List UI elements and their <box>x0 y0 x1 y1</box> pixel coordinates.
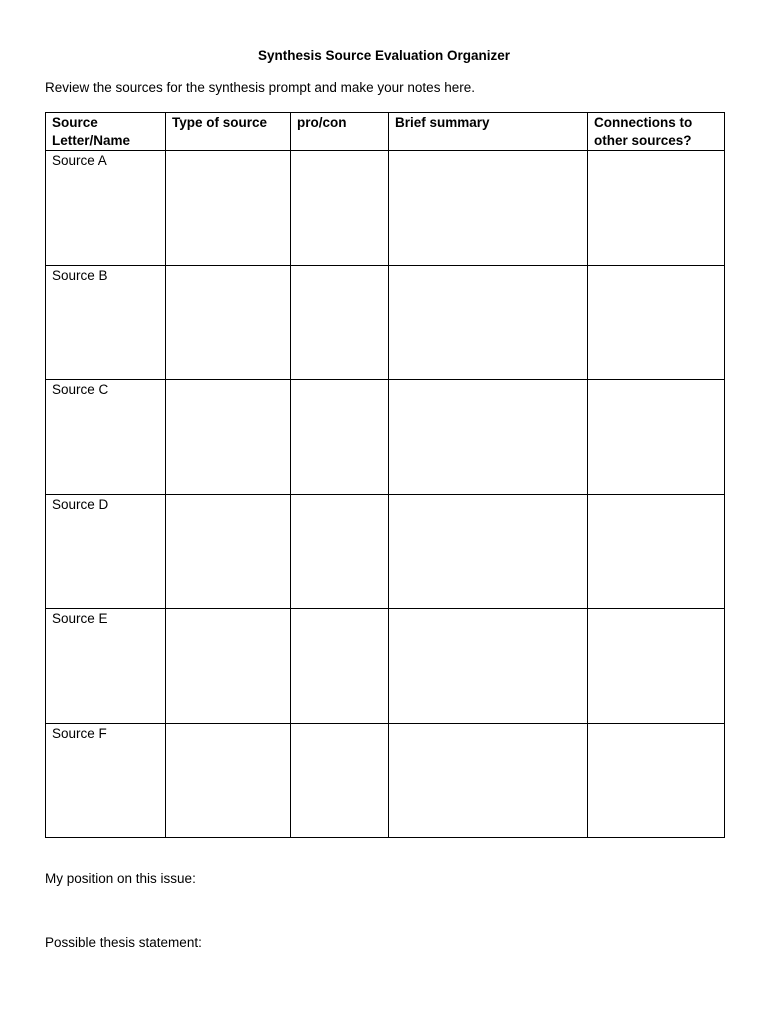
connections-cell[interactable] <box>588 380 725 495</box>
connections-cell[interactable] <box>588 494 725 609</box>
pro-con-cell[interactable] <box>291 494 389 609</box>
source-name-cell: Source B <box>46 265 166 380</box>
source-name-cell: Source A <box>46 151 166 266</box>
brief-summary-cell[interactable] <box>389 151 588 266</box>
type-of-source-cell[interactable] <box>166 494 291 609</box>
table-row <box>46 494 725 609</box>
type-of-source-cell[interactable] <box>166 265 291 380</box>
type-of-source-cell[interactable] <box>166 380 291 495</box>
header-pro-con: pro/con <box>291 113 389 151</box>
source-name-cell: Source D <box>46 494 166 609</box>
pro-con-cell[interactable] <box>291 723 389 838</box>
pro-con-cell[interactable] <box>291 609 389 724</box>
header-brief-summary: Brief summary <box>389 113 588 151</box>
brief-summary-cell[interactable] <box>389 723 588 838</box>
connections-cell[interactable] <box>588 151 725 266</box>
document-title: Synthesis Source Evaluation Organizer <box>257 48 511 63</box>
header-source-letter-name: Source Letter/Name <box>46 113 166 151</box>
type-of-source-cell[interactable] <box>166 609 291 724</box>
pro-con-cell[interactable] <box>291 151 389 266</box>
header-type-of-source: Type of source <box>166 113 291 151</box>
source-name-cell: Source C <box>46 380 166 495</box>
connections-cell[interactable] <box>588 609 725 724</box>
table-row <box>46 609 725 724</box>
table-header-row <box>46 113 725 151</box>
brief-summary-cell[interactable] <box>389 380 588 495</box>
brief-summary-cell[interactable] <box>389 265 588 380</box>
instructions-text: Review the sources for the synthesis prompt and make your notes here. <box>45 80 475 95</box>
table-row <box>46 723 725 838</box>
pro-con-cell[interactable] <box>291 265 389 380</box>
source-evaluation-table <box>45 112 725 838</box>
source-name-cell: Source F <box>46 723 166 838</box>
position-prompt: My position on this issue: <box>45 871 196 886</box>
table-row <box>46 151 725 266</box>
brief-summary-cell[interactable] <box>389 609 588 724</box>
connections-cell[interactable] <box>588 723 725 838</box>
source-name-cell: Source E <box>46 609 166 724</box>
brief-summary-cell[interactable] <box>389 494 588 609</box>
header-connections: Connections to other sources? <box>588 113 725 151</box>
type-of-source-cell[interactable] <box>166 151 291 266</box>
table-row <box>46 265 725 380</box>
pro-con-cell[interactable] <box>291 380 389 495</box>
table-row <box>46 380 725 495</box>
type-of-source-cell[interactable] <box>166 723 291 838</box>
thesis-prompt: Possible thesis statement: <box>45 935 202 950</box>
connections-cell[interactable] <box>588 265 725 380</box>
